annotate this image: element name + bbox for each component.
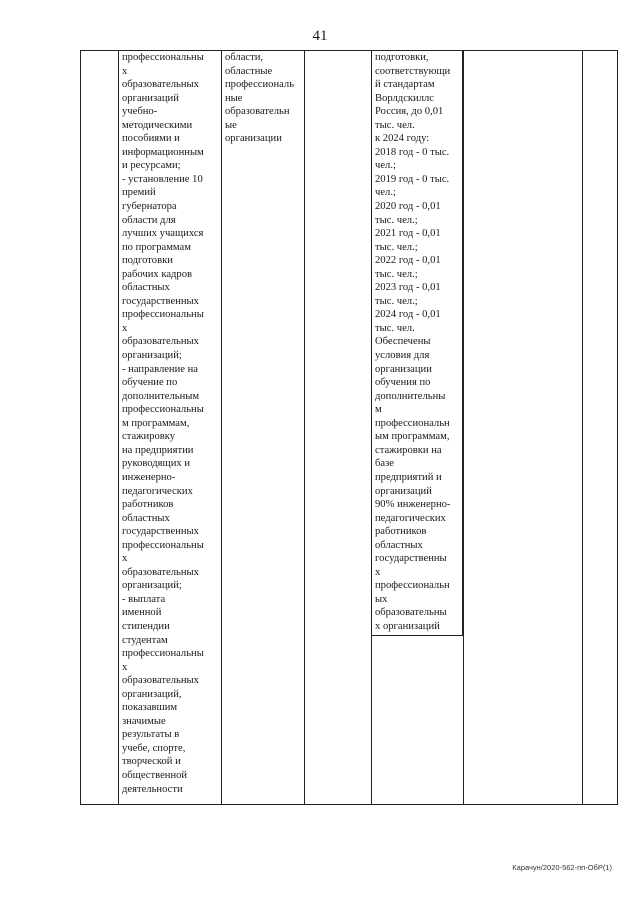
text-line: организаций [375,485,432,497]
text-line: образовательных [122,336,199,348]
text-line: чел.; [375,187,396,199]
text-line: творческой и [122,756,181,768]
text-line: образовательных [122,566,199,578]
text-line: областных [122,512,170,524]
text-line: руководящих и [122,458,190,470]
text-line: образовательны [375,607,447,619]
text-line: Ворлдскиллс [375,92,434,104]
text-line: м [375,404,382,416]
text-line: Обеспечены [375,336,431,348]
text-line: профессиональ [225,79,295,91]
text-line: информационным [122,146,204,158]
text-line: предприятий и [375,471,442,483]
text-line: организаций [122,92,179,104]
text-line: 2018 год - 0 тыс. [375,146,450,158]
text-line: образовательн [225,106,290,118]
text-line: - направление на [122,363,198,375]
text-line: 2023 год - 0,01 [375,282,441,294]
text-line: педагогических [122,485,193,497]
text-line: учебно- [122,106,158,118]
text-line: - выплата [122,593,166,605]
text-line: пособиями и [122,133,180,145]
text-line: премий [122,187,156,199]
text-line: деятельности [122,783,183,795]
page-number: 41 [312,28,328,44]
result-box [372,51,463,636]
text-line: и ресурсами; [122,160,181,172]
text-line: 2021 год - 0,01 [375,228,441,240]
text-line: образовательных [122,79,199,91]
text-line: ым программам, [375,431,450,443]
text-line: организаций, [122,688,182,700]
text-line: областные [225,65,273,77]
text-line: профессиональны [122,648,204,660]
text-line: тыс. чел. [375,322,415,334]
text-line: х [122,65,128,77]
text-line: стажировки на [375,444,442,456]
cell-result [372,51,464,805]
text-line: ые [225,119,237,131]
text-line: дополнительным [122,390,200,402]
text-line: организации [375,363,432,375]
text-line: соответствующи [375,65,451,77]
text-line: к 2024 году: [375,133,430,145]
text-line: учебе, спорте, [122,742,186,754]
text-line: результаты в [122,729,180,741]
text-line: области для [122,214,176,226]
text-line: м программам, [122,417,190,429]
text-line: педагогических [375,512,446,524]
text-line: значимые [122,715,166,727]
text-line: тыс. чел.; [375,268,418,280]
text-line: тыс. чел. [375,119,415,131]
text-line: стажировку [122,431,176,443]
executor-text [225,51,304,146]
text-line: организаций; [122,350,182,362]
text-line: государственны [375,553,447,565]
text-line: х [122,661,128,673]
text-line: х [375,566,381,578]
text-line: методическими [122,119,193,131]
text-line: - установление 10 [122,173,203,185]
cell-indicator [464,51,583,805]
text-line: работников [375,526,427,538]
text-line: профессиональны [122,404,204,416]
text-line: образовательных [122,675,199,687]
cell-executor [222,51,305,805]
text-line: чел.; [375,160,396,172]
table-row [81,51,618,805]
text-line: ых [375,593,388,605]
result-text [375,51,462,634]
text-line: тыс. чел.; [375,241,418,253]
cell-note [583,51,618,805]
text-line: именной [122,607,162,619]
text-line: 2022 год - 0,01 [375,255,441,267]
text-line: организаций; [122,580,182,592]
text-line: Россия, до 0,01 [375,106,444,118]
text-line: обучение по [122,377,178,389]
text-line: на предприятии [122,444,194,456]
text-line: дополнительны [375,390,446,402]
text-line: государственных [122,526,199,538]
text-line: рабочих кадров [122,268,193,280]
text-line: по программам [122,241,191,253]
text-line: 2020 год - 0,01 [375,201,441,213]
document-code: Карачун/2020-562-пп-ОбР(1) [512,863,612,872]
text-line: ные [225,92,243,104]
text-line: профессиональн [375,417,450,429]
text-line: областных [122,282,170,294]
text-line: х [122,553,128,565]
text-line: профессиональны [122,52,204,63]
text-line: общественной [122,769,188,781]
text-line: профессиональны [122,539,204,551]
text-line: работников [122,499,174,511]
text-line: х организаций [375,620,440,632]
text-line: 2019 год - 0 тыс. [375,173,450,185]
text-line: обучения по [375,377,431,389]
text-line: 2024 год - 0,01 [375,309,441,321]
text-line: области, [225,52,264,63]
text-line: подготовки [122,255,173,267]
text-line: подготовки, [375,52,429,63]
text-line: тыс. чел.; [375,295,418,307]
activity-text [122,51,221,796]
text-line: стипендии [122,620,170,632]
text-line: профессиональн [375,580,450,592]
document-table [80,50,618,805]
text-line: организации [225,133,282,145]
text-line: государственных [122,295,199,307]
text-line: й стандартам [375,79,435,91]
text-line: областных [375,539,423,551]
cell-activity [119,51,222,805]
text-line: инженерно- [122,471,176,483]
cell-number [81,51,119,805]
text-line: тыс. чел.; [375,214,418,226]
text-line: показавшим [122,702,178,714]
text-line: студентам [122,634,168,646]
text-line: 90% инженерно- [375,499,451,511]
text-line: губернатора [122,201,177,213]
cell-term [305,51,372,805]
text-line: условия для [375,350,430,362]
text-line: профессиональны [122,309,204,321]
text-line: лучших учащихся [122,228,204,240]
text-line: х [122,322,128,334]
text-line: базе [375,458,394,470]
